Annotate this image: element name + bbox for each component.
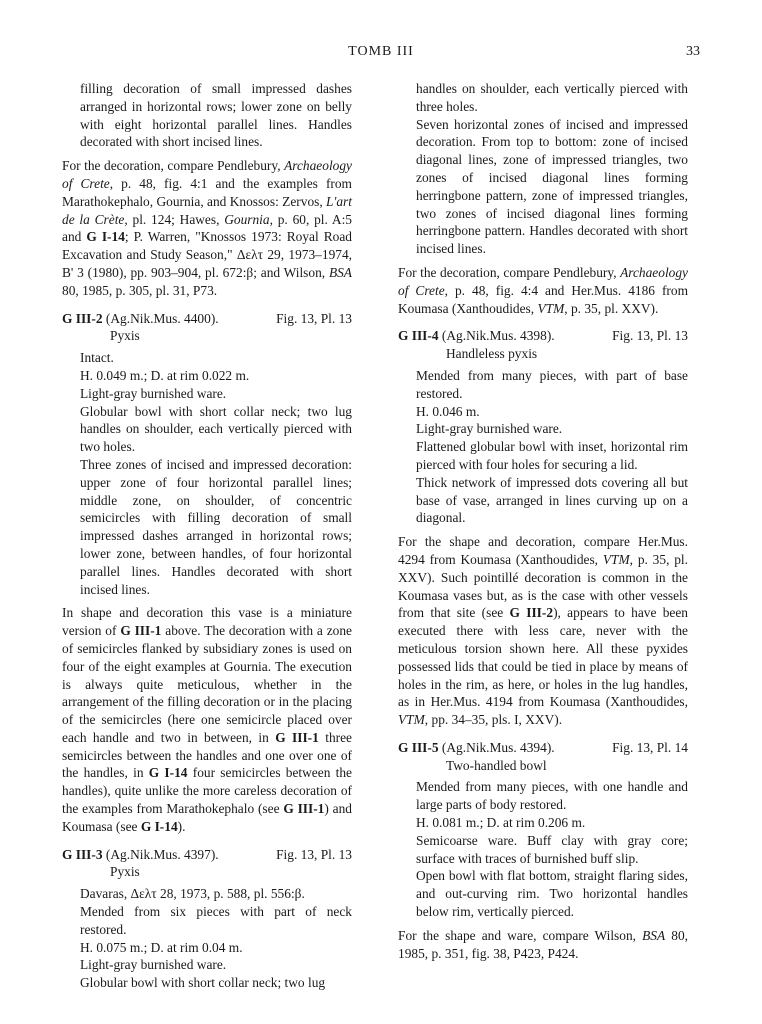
dimensions: H. 0.075 m.; D. at rim 0.04 m. [80,939,243,955]
catalog-entry-heading: G III-4 (Ag.Nik.Mus. 4398). Fig. 13, Pl. 13 [398,328,688,344]
comparison-paragraph: For the decoration, compare Pendlebury, Archaeology of Crete, p. 48, fig. 4:4 and Her.Mus. 4186 from Koumasa (Xanthoudides, VTM, p. 35, pl. XXV). [398,264,688,316]
dimensions: H. 0.081 m.; D. at rim 0.206 m. [416,815,586,831]
ware: Semicoarse ware. Buff clay with gray core; surface with traces of burnished buff slip. [416,832,688,866]
bibliography: Davaras, Δελτ 28, 1973, p. 588, pl. 556:β. [80,886,305,902]
shape-description: Open bowl with flat bottom, straight flaring sides, and out-curving rim. Two horizontal handles below rim, vertically pierced. [416,868,688,920]
right-column [398,80,688,968]
catalog-entry-heading: G III-3 (Ag.Nik.Mus. 4397). Fig. 13, Pl. 13 [62,846,352,862]
condition: Intact. [80,350,114,366]
object-type: Two-handled bowl [446,757,547,773]
dimensions: H. 0.046 m. [416,403,480,419]
discussion-paragraph: In shape and decoration this vase is a miniature version of G III-1 above. The decoration with a zone of semicircles flanked by subsidiary zones is used on four of the eight examples at Gournia. The execution is always quite meticulous, whether in the arrangement of the filling decoration or in the placing of the semicircles (here one semicircle placed over each handle and two in between, in G III-1 three semicircles between the handles and one over one of the handles, in G I-14 four semicircles between the handles), quite unlike the more careless decoration of the examples from Marathokephalo (see G III-1) and Koumasa (see G I-14). [62,605,352,834]
running-header: TOMB III [348,44,414,59]
shape-description: Globular bowl with short collar neck; two lug [80,975,326,991]
object-type: Pyxis [110,864,140,880]
comparison-paragraph: For the decoration, compare Pendlebury, Archaeology of Crete, p. 48, fig. 4:1 and the examples from Marathokephalo, Gournia, and Knossos: Zervos, L'art de la Crète, pl. 124; Hawes, Gournia, p. 60, pl. A:5 and G I-14; P. Warren, "Knossos 1973: Royal Road Excavation and Study Season," Δελτ 29, 1973–1974, B' 3 (1980), pp. 903–904, pl. 672:β; and Wilson, BSA 80, 1985, p. 305, pl. 31, P73. [62,158,353,298]
catalog-entry-heading: G III-2 (Ag.Nik.Mus. 4400). Fig. 13, Pl. 13 [62,310,352,326]
ware: Light-gray burnished ware. [80,385,227,401]
condition: Mended from six pieces with part of neck restored. [80,904,352,937]
ware: Light-gray burnished ware. [80,957,227,973]
discussion-paragraph: For the shape and decoration, compare Her.Mus. 4294 from Koumasa (Xanthoudides, VTM, p. 35, pl. XXV). Such pointillé decoration is common in the Koumasa vases but, as is the case with other vessels from that site (see G III-2), appears to have been executed there with less care, never with the meticulous torsion shown here. All these pyxides possessed lids that could be tied in place by means of holes in the rim, as here, or holes in the lug handles, as in Her.Mus. 4194 from Koumasa (Xanthoudides, VTM, pp. 34–35, pls. I, XXV). [398,534,689,728]
left-column [62,80,352,992]
page-number: 33 [686,44,700,59]
shape-description: Flattened globular bowl with inset, horizontal rim pierced with four holes for securing a lid. [416,439,688,472]
continued-description: filling decoration of small impressed dashes arranged in horizontal rows; lower zone on belly with eight horizontal parallel lines. Handles decorated with short incised lines. [80,81,352,150]
condition: Mended from many pieces, with one handle and large parts of body restored. [416,779,688,813]
shape-description: Globular bowl with short collar neck; two lug handles on shoulder, each vertically pierced with two holes. [80,403,352,455]
ware: Light-gray burnished ware. [416,421,563,437]
catalog-entry-heading: G III-5 (Ag.Nik.Mus. 4394). Fig. 13, Pl. 14 [398,739,688,755]
condition: Mended from many pieces, with part of base restored. [416,367,688,401]
decoration-description: Thick network of impressed dots covering all but base of vase, arranged in lines curving up on a diagonal. [416,474,688,526]
continued-description: handles on shoulder, each vertically pierced with three holes. [416,81,688,114]
decoration-description: Seven horizontal zones of incised and impressed decoration. From top to bottom: zone of incised diagonal lines, zone of impressed triangles, two zones of incised diagonal lines forming herringbone pattern, zone of impressed triangles, two zones of incised diagonal lines forming herringbone pattern. Handles decorated with short incised lines. [416,116,688,257]
comparison-paragraph: For the shape and ware, compare Wilson, BSA 80, 1985, p. 351, fig. 38, P423, P424. [398,927,688,961]
decoration-description: Three zones of incised and impressed decoration: upper zone of four horizontal parallel lines; middle zone, on shoulder, of concentric semicircles with filling decoration of small impressed dashes arranged in horizontal rows; lower zone, between handles, of four horizontal parallel lines. Handles decorated with short incised lines. [80,456,352,597]
object-type: Handleless pyxis [446,346,538,362]
dimensions: H. 0.049 m.; D. at rim 0.022 m. [80,367,250,383]
object-type: Pyxis [110,328,140,344]
